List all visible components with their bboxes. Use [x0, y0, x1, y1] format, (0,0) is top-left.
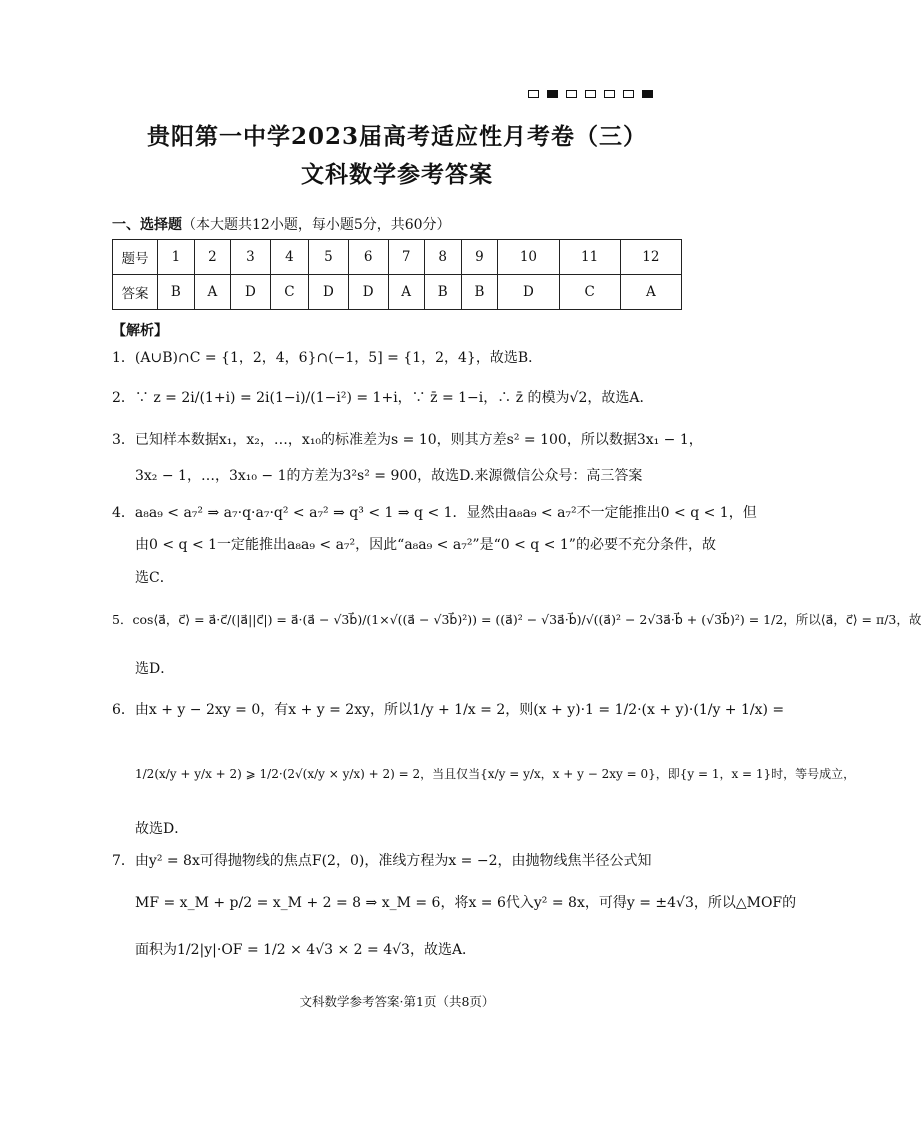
header-marks — [528, 90, 653, 98]
answer-cell: C — [270, 275, 308, 310]
solution-q7-line2: MF = x_M + p/2 = x_M + 2 = 8 ⇒ x_M = 6，将x = 6代入y² = 8x，可得y = ±4√3，所以△MOF的 — [135, 895, 797, 911]
answer-cell: D — [230, 275, 270, 310]
table-row — [113, 240, 682, 275]
question-number: 4 — [270, 240, 308, 275]
question-number: 2 — [194, 240, 230, 275]
question-number: 11 — [559, 240, 620, 275]
solution-q5-line2: 选D． — [135, 661, 175, 677]
solution-q6-line2: 1/2(x/y + y/x + 2) ⩾ 1/2·(2√(x/y × y/x) + 2) = 2，当且仅当{x/y = y/x，x + y − 2xy = 0}，即{y = 1，x = 1}时，等号成立， — [135, 767, 856, 781]
question-number: 12 — [620, 240, 681, 275]
answer-cell: C — [559, 275, 620, 310]
solution-q2: 2．∵ z = 2i/(1+i) = 2i(1−i)/(1−i²) = 1+i，∵ z̄ = 1−i，∴ z̄ 的模为√2，故选A． — [112, 390, 654, 406]
solution-q6-line1: 6．由x + y − 2xy = 0，有x + y = 2xy，所以1/y + 1/x = 2，则(x + y)·1 = 1/2·(x + y)·(1/y + 1/x) = — [112, 702, 785, 718]
answer-cell: B — [461, 275, 498, 310]
question-number: 5 — [308, 240, 348, 275]
solution-q4-line1: 4．a₈a₉ < a₇² ⇒ a₇·q·a₇·q² < a₇² ⇒ q³ < 1 ⇒ q < 1．显然由a₈a₉ < a₇²不一定能推出0 < q < 1，但 — [112, 505, 757, 521]
solution-q7-line3: 面积为1/2|y|·OF = 1/2 × 4√3 × 2 = 4√3，故选A． — [135, 942, 477, 958]
solution-q3-line1: 3．已知样本数据x₁，x₂，…，x₁₀的标准差为s = 10，则其方差s² = 100，所以数据3x₁ − 1， — [112, 432, 703, 448]
solution-q3-line2: 3x₂ − 1，…，3x₁₀ − 1的方差为3²s² = 900，故选D.来源微信公众号：高三答案 — [135, 468, 643, 484]
page-footer: 文科数学参考答案·第1页（共8页） — [299, 994, 495, 1009]
mark-box — [585, 90, 596, 98]
section-heading-label: 一、选择题 — [112, 217, 182, 233]
mark-box-filled — [642, 90, 653, 98]
answer-cell: B — [424, 275, 461, 310]
question-number: 7 — [388, 240, 424, 275]
solution-q6-line3: 故选D． — [135, 821, 189, 837]
answer-cell: A — [194, 275, 230, 310]
answer-cell: D — [348, 275, 388, 310]
question-number: 10 — [498, 240, 559, 275]
mark-box — [528, 90, 539, 98]
mark-box — [566, 90, 577, 98]
answer-cell: A — [620, 275, 681, 310]
row-label: 答案 — [113, 275, 158, 310]
mark-box — [604, 90, 615, 98]
analysis-label: 【解析】 — [112, 323, 168, 339]
section-heading-note: （本大题共12小题，每小题5分，共60分） — [182, 217, 451, 233]
answer-cell: D — [308, 275, 348, 310]
answer-cell: B — [158, 275, 195, 310]
solution-q7-line1: 7．由y² = 8x可得抛物线的焦点F(2，0)，准线方程为x = −2，由抛物线焦半径公式知 — [112, 853, 652, 869]
solution-q4-line3: 选C． — [135, 570, 174, 586]
row-label: 题号 — [113, 240, 158, 275]
solution-q1: 1．(A∪B)∩C = {1，2，4，6}∩(−1，5] = {1，2，4}，故选B． — [112, 350, 543, 366]
mark-box-filled — [547, 90, 558, 98]
solution-q5-line1: 5．cos⟨a⃗，c⃗⟩ = a⃗·c⃗/(|a⃗||c⃗|) = a⃗·(a⃗ − √3b⃗)/(1×√((a⃗ − √3b⃗)²)) = ((a⃗)² − √3a⃗·b⃗)/√((a⃗)² − 2√3a⃗·b⃗ + (√3b⃗)²) = 1/2，所以⟨a⃗，c⃗⟩ = π/3，故 — [112, 612, 921, 627]
answer-table — [112, 239, 682, 310]
page-title: 贵阳第一中学2023届高考适应性月考卷（三） — [146, 123, 647, 150]
table-row — [113, 275, 682, 310]
answer-cell: D — [498, 275, 559, 310]
question-number: 3 — [230, 240, 270, 275]
section-heading — [112, 214, 451, 234]
question-number: 9 — [461, 240, 498, 275]
question-number: 6 — [348, 240, 388, 275]
question-number: 8 — [424, 240, 461, 275]
page-subtitle: 文科数学参考答案 — [301, 161, 493, 188]
solution-q4-line2: 由0 < q < 1一定能推出a₈a₉ < a₇²，因此“a₈a₉ < a₇²”是“0 < q < 1”的必要不充分条件，故 — [135, 537, 716, 553]
question-number: 1 — [158, 240, 195, 275]
answer-cell: A — [388, 275, 424, 310]
mark-box — [623, 90, 634, 98]
